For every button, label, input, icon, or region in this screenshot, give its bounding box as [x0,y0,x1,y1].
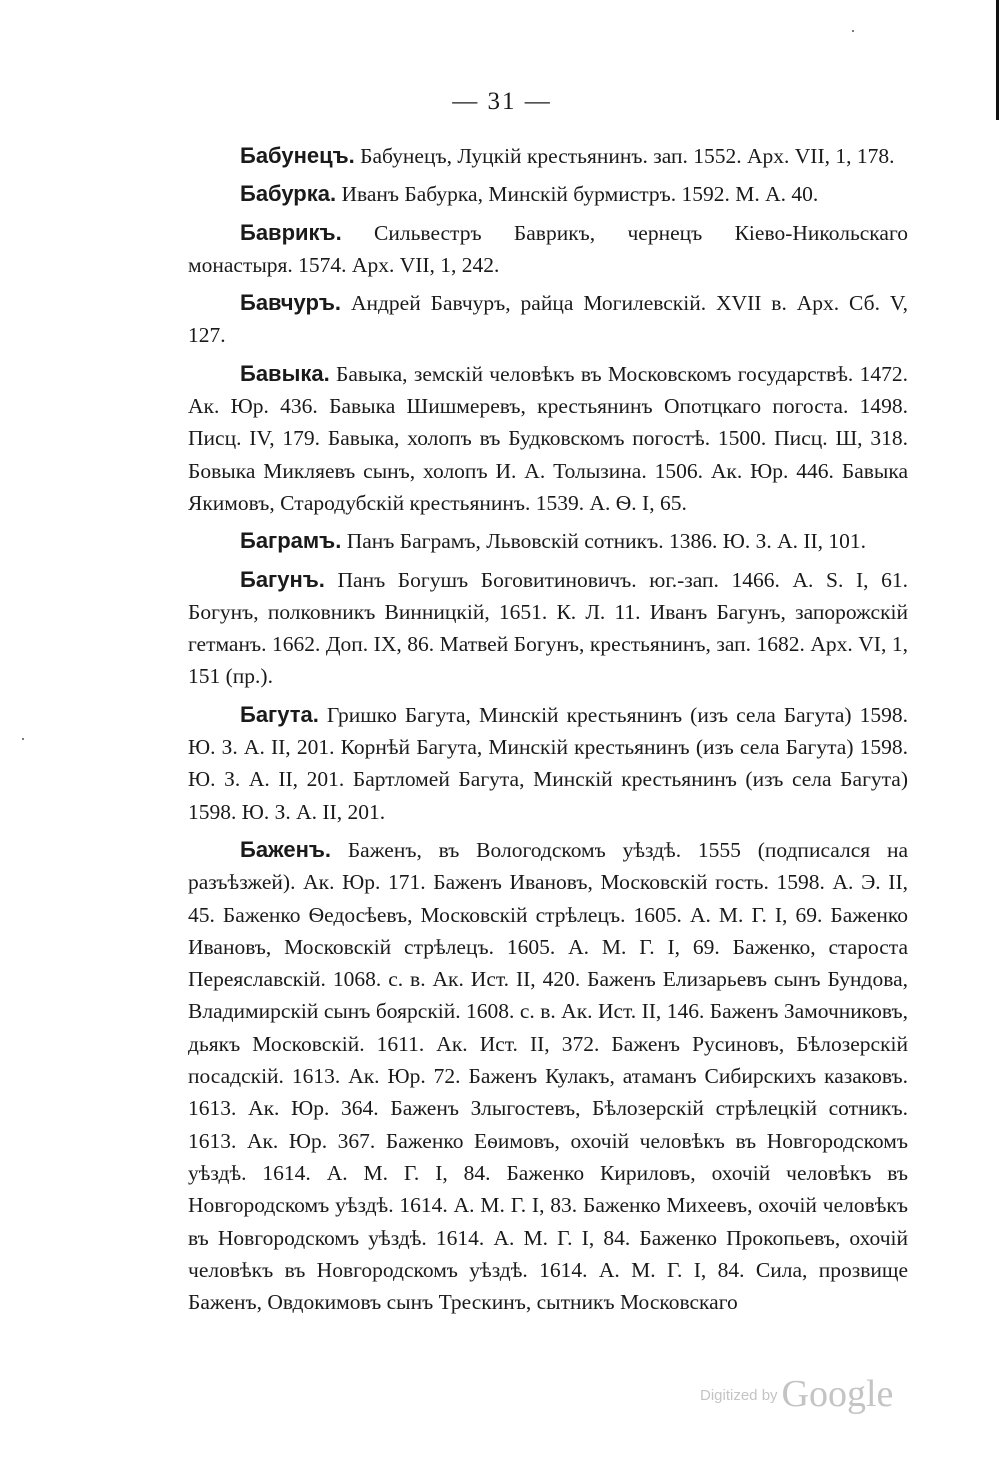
entry-headword: Багунъ. [240,566,325,592]
entry-headword: Бабурка. [240,181,337,207]
entry-headword: Бавыка. [240,360,330,386]
watermark-prefix: Digitized by [700,1387,778,1404]
entry [188,699,908,828]
entry-body: Бабунецъ, Луцкій крестьянинъ. зап. 1552. Арх. VII, 1, 178. [354,144,895,168]
scan-speck [22,738,24,740]
entry [188,178,908,210]
entry-headword: Баврикъ. [240,219,342,245]
entry-headword: Багута. [240,701,319,727]
entry [188,287,908,352]
entry [188,525,908,557]
entry-body: Бавыка, земскій человѣкъ въ Московскомъ государствѣ. 1472. Ак. Юр. 436. Бавыка Шишмеревъ, крестьянинъ Опотцкаго погоста. 1498. Писц. IV, 179. Бавыка, холопъ въ Будковскомъ погостѣ. 1500. Писц. Ш, 318. Бовыка Микляевъ сынъ, холопъ И. А. Толызина. 1506. Ак. Юр. 446. Бавыка Якимовъ, Стародубскій крестьянинъ. 1539. А. Ѳ. I, 65. [188,361,908,515]
entry-headword: Баженъ. [240,836,332,862]
entry-body: Гришко Багута, Минскій крестьянинъ (изъ села Багута) 1598. Ю. З. А. II, 201. Корнѣй Багута, Минскій крестьянинъ (изъ села Багута) 1598. Ю. З. А. II, 201. Бартломей Багута, Минскій крестьянинъ (изъ села Багута) 1598. Ю. З. А. II, 201. [188,702,908,824]
page-number: — 31 — [452,88,552,115]
entry [188,564,908,693]
entry-body: Баженъ, въ Вологодскомъ уѣздѣ. 1555 (подписался на разъѣзжей). Ак. Юр. 171. Баженъ Ивановъ, Московскій гость. 1598. А. Э. II, 45. Баженко Ѳедосѣевъ, Московскій стрѣлецъ. 1605. А. М. Г. I, 69. Баженко Ивановъ, Московскій стрѣлецъ. 1605. А. М. Г. I, 69. Баженко, староста Переяславскій. 1068. с. в. Ак. Ист. II, 420. Баженъ Елизарьевъ сынъ Бундова, Владимирскій сынъ боярскій. 1608. с. в. Ак. Ист. II, 146. Баженъ Замочниковъ, дьякъ Московскій. 1611. Ак. Ист. II, 372. Баженъ Русиновъ, Бѣлозерскій посадскій. 1613. Ак. Юр. 72. Баженъ Кулакъ, атаманъ Сибирскихъ казаковъ. 1613. Ак. Юр. 364. Баженъ Злыгостевъ, Бѣлозерскій стрѣлецкій сотникъ. 1613. Ак. Юр. 367. Баженко Еѳимовъ, охочій человѣкъ въ Новгородскомъ уѣздѣ. 1614. А. М. Г. I, 84. Баженко Кириловъ, охочій человѣкъ въ Новгородскомъ уѣздѣ. 1614. А. М. Г. I, 83. Баженко Михеевъ, охочій человѣкъ въ Новгородскомъ уѣздѣ. 1614. А. М. Г. I, 84. Баженко Прокопьевъ, охочій человѣкъ въ Новгородскомъ уѣздѣ. 1614. А. М. Г. I, 84. Сила, прозвище Баженъ, Овдокимовъ сынъ Трескинъ, сытникъ Московскаго [188,837,908,1315]
entry [188,358,908,519]
entry-body: Панъ Баграмъ, Львовскій сотникъ. 1386. Ю. З. А. II, 101. [341,529,867,554]
scan-speck [852,30,854,32]
entry-headword: Бавчуръ. [240,290,342,316]
watermark-brand: Google [781,1373,894,1415]
entry-headword: Баграмъ. [240,528,342,554]
dictionary-text [188,140,908,1324]
entry-headword: Бабунецъ. [240,143,355,168]
entry [188,834,908,1318]
entry-body: Андрей Бавчуръ, райца Могилевскій. XVII в. Арх. Сб. V, 127. [188,291,908,348]
digitized-by-google-watermark [700,1372,920,1422]
entry-body: Панъ Богушъ Боговитиновичъ. юг.-зап. 1466. A. S. I, 61. Богунъ, полковникъ Винницкій, 1651. К. Л. 11. Иванъ Багунъ, запорожскій гетманъ. 1662. Доп. IX, 86. Матвей Богунъ, крестьянинъ, зап. 1682. Арх. VI, 1, 151 (пр.). [188,567,908,689]
entry-body: Иванъ Бабурка, Минскій бурмистръ. 1592. М. А. 40. [336,182,819,207]
entry-body: Сильвестръ Баврикъ, чернецъ Кіево-Никольскаго монастыря. 1574. Арх. VII, 1, 242. [188,220,908,277]
entry [188,217,908,282]
entry [188,140,908,172]
